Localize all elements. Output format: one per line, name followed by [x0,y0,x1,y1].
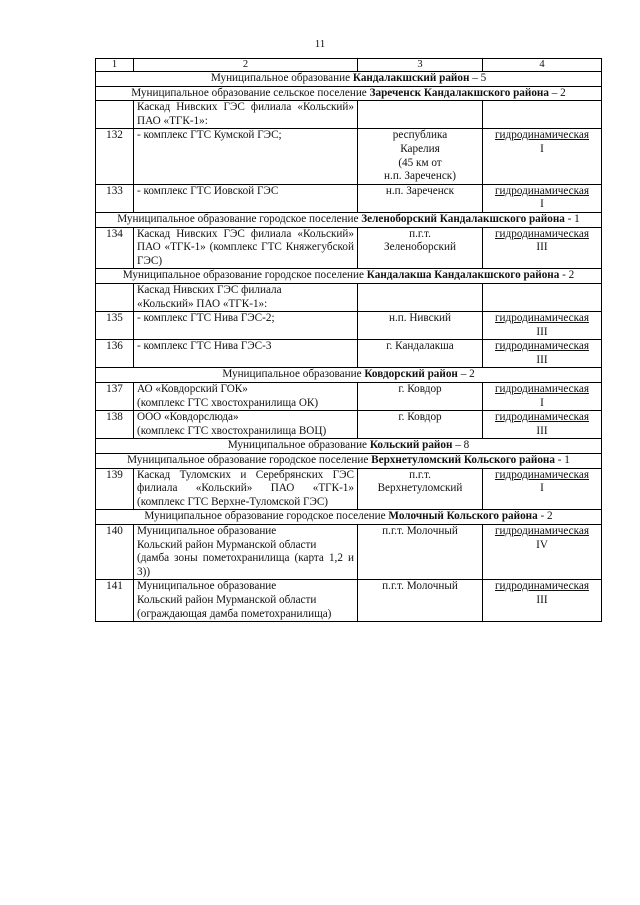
object-name-line: Каскад Нивских ГЭС филиала «Кольский» ПАО «ТГК-1»: [137,101,354,127]
row-number: 135 [96,312,134,340]
hazard-class-cell [483,340,602,368]
section-title-text: Муниципальное образование городское поселение [127,454,372,467]
hazard-type: гидродинамическая [494,312,590,325]
section-title-text: Муниципальное образование [227,439,370,452]
section-title [96,86,602,101]
object-name-cell [134,227,358,269]
row-number: 136 [96,340,134,368]
section-title-bold: Кандалакша Кандалакшского района [366,269,560,282]
hazard-class-level: I [540,198,544,211]
object-name-line: Каскад Нивских ГЭС филиала «Кольский» ПАО «ТГК-1» (комплекс ГТС Княжегубской ГЭС) [137,227,354,267]
page-number: 11 [314,38,326,50]
object-name-line: Муниципальное образование [137,525,277,537]
section-header-row [96,72,602,87]
row-number: 132 [96,129,134,184]
hazard-type: гидродинамическая [494,227,590,240]
object-name-line: ООО «Ковдорслюда» [137,411,239,424]
section-title-text: - 1 [554,454,570,467]
section-title-text: – 8 [452,439,470,452]
hazard-type: гидродинамическая [494,468,590,481]
location-cell [358,525,483,580]
section-title [96,72,602,87]
location-cell [358,411,483,439]
table-row [96,383,602,411]
object-name-line: (комплекс ГТС хвостохранилища ОК) [137,396,319,409]
table-row [96,525,602,580]
location-line: н.п. Зареченск [385,184,455,197]
hazard-class-cell [483,580,602,622]
hazard-type: гидродинамическая [494,580,590,593]
hazard-class-level: III [536,241,548,254]
location-cell [358,283,483,311]
hazard-type: гидродинамическая [494,129,590,142]
object-name-cell [134,468,358,510]
hazard-type: гидродинамическая [494,383,590,396]
row-number: 139 [96,468,134,510]
location-cell [358,184,483,212]
object-name-line: Каскад Нивских ГЭС филиала [137,283,282,296]
object-name-cell [134,129,358,184]
section-header-row [96,212,602,227]
object-name-line: - комплекс ГТС Кумской ГЭС; [137,129,282,142]
hazard-class-cell [483,227,602,269]
hazard-class-level: III [536,353,548,366]
hazard-class-level: I [540,396,544,409]
object-name-cell [134,312,358,340]
section-title-text: - 1 [564,212,580,225]
object-name-line: - комплекс ГТС Нива ГЭС-3 [137,340,272,353]
object-name-line: Кольский район Мурманской области [137,538,317,551]
object-name-line: Кольский район Мурманской области [137,593,317,606]
row-number: 133 [96,184,134,212]
row-number: 134 [96,227,134,269]
section-title-text: - 2 [537,510,553,523]
location-line: п.г.т. Молочный [382,525,458,537]
section-title-bold: Молочный Кольского района [388,510,538,523]
object-name-cell [134,283,358,311]
location-cell [358,468,483,510]
row-number: 138 [96,411,134,439]
hazard-type: гидродинамическая [494,184,590,197]
section-title [96,269,602,284]
location-line: н.п. Зареченск) [384,170,456,183]
object-name-line: Каскад Туломских и Серебрянских ГЭС филиала «Кольский» ПАО «ТГК-1» (комплекс ГТС Верхне-Туломской ГЭС) [137,468,354,508]
hazard-class-cell [483,184,602,212]
row-number: 141 [96,580,134,622]
table-row [96,129,602,184]
table-row [96,312,602,340]
section-title-bold: Верхнетуломский Кольского района [371,454,555,467]
table-row [96,184,602,212]
section-header-row [96,454,602,469]
row-number: 140 [96,525,134,580]
section-title-bold: Кольский район [369,439,453,452]
section-header-row [96,269,602,284]
object-name-cell [134,525,358,580]
hazard-class-level: I [540,142,544,155]
hazard-class-cell [483,312,602,340]
section-title-text: – 5 [469,72,487,84]
row-number: 137 [96,383,134,411]
location-line: г. Ковдор [398,411,442,424]
location-line: г. Ковдор [398,383,442,396]
location-line: Зеленоборский [384,241,456,254]
object-name-line: (комплекс ГТС хвостохранилища ВОЦ) [137,424,327,437]
section-title [96,212,602,227]
table-row [96,411,602,439]
table-row [96,101,602,129]
section-title-text: – 2 [457,368,475,381]
section-header-row [96,510,602,525]
column-number-cell: 2 [134,59,358,72]
object-name-cell [134,383,358,411]
object-name-cell [134,580,358,622]
object-name-cell [134,184,358,212]
section-title-bold: Ковдорский район [364,368,458,381]
object-name-line: Муниципальное образование [137,580,277,593]
row-number [96,283,134,311]
location-line: н.п. Нивский [388,312,452,325]
location-cell [358,101,483,129]
hazard-class-level: I [540,482,544,495]
location-line: п.г.т. Молочный [382,580,458,593]
location-cell [358,383,483,411]
location-cell [358,340,483,368]
object-name-cell [134,101,358,129]
section-title [96,439,602,454]
object-name-line: (ограждающая дамба пометохранилища) [137,607,332,620]
section-title [96,510,602,525]
section-title-text: Муниципальное образование [210,72,353,84]
object-name-line: - комплекс ГТС Иовской ГЭС [137,184,279,197]
table-row [96,580,602,622]
hazard-class-level: III [536,424,548,437]
section-title-text: Муниципальное образование городское поселение [122,269,367,282]
hazard-class-cell [483,383,602,411]
section-title-text: - 2 [559,269,575,282]
location-cell [358,129,483,184]
column-number-row [96,59,602,72]
location-cell [358,580,483,622]
location-line: п.г.т. [409,227,431,240]
location-cell [358,312,483,340]
hazard-class-level: IV [536,538,548,551]
hazard-type: гидродинамическая [494,411,590,424]
hazard-type: гидродинамическая [494,340,590,353]
table-row [96,283,602,311]
location-cell [358,227,483,269]
hazard-class-cell [483,468,602,510]
section-title [96,454,602,469]
hazard-class-cell [483,525,602,580]
hazard-class-cell [483,129,602,184]
section-header-row [96,368,602,383]
table-row [96,227,602,269]
section-header-row [96,86,602,101]
table-row [96,468,602,510]
section-title-text: Муниципальное образование сельское поселение [131,86,370,99]
section-title-bold: Зеленоборский Кандалакшского района [361,212,565,225]
column-number-cell: 4 [483,59,602,72]
column-number-cell: 3 [358,59,483,72]
hazard-class-cell [483,101,602,129]
object-name-line: «Кольский» ПАО «ТГК-1»: [137,297,268,310]
object-name-cell [134,340,358,368]
table-row [96,340,602,368]
location-line: республика [392,129,448,142]
section-title-text: Муниципальное образование городское поселение [144,510,389,523]
column-number-cell: 1 [96,59,134,72]
section-title-text: Муниципальное образование [222,368,365,381]
section-title-text: Муниципальное образование городское поселение [117,212,362,225]
location-line: Верхнетуломский [377,482,463,495]
hydro-structures-table [95,58,602,622]
section-title-text: – 2 [548,86,566,99]
row-number [96,101,134,129]
object-name-line: (дамба зоны пометохранилища (карта 1,2 и 3)) [137,552,354,578]
location-line: Карелия [400,142,440,155]
hazard-class-cell [483,283,602,311]
object-name-line: - комплекс ГТС Нива ГЭС-2; [137,312,275,325]
section-title [96,368,602,383]
location-line: (45 км от [398,156,442,169]
section-title-bold: Кандалакшский район [352,72,470,84]
section-header-row [96,439,602,454]
object-name-cell [134,411,358,439]
location-line: г. Кандалакша [386,340,454,353]
object-name-line: АО «Ковдорский ГОК» [137,383,248,396]
location-line: п.г.т. [409,468,431,481]
hazard-class-level: III [536,593,548,606]
hazard-class-level: III [536,325,548,338]
section-title-bold: Зареченск Кандалакшского района [369,86,549,99]
hazard-type: гидродинамическая [494,525,590,537]
hazard-class-cell [483,411,602,439]
